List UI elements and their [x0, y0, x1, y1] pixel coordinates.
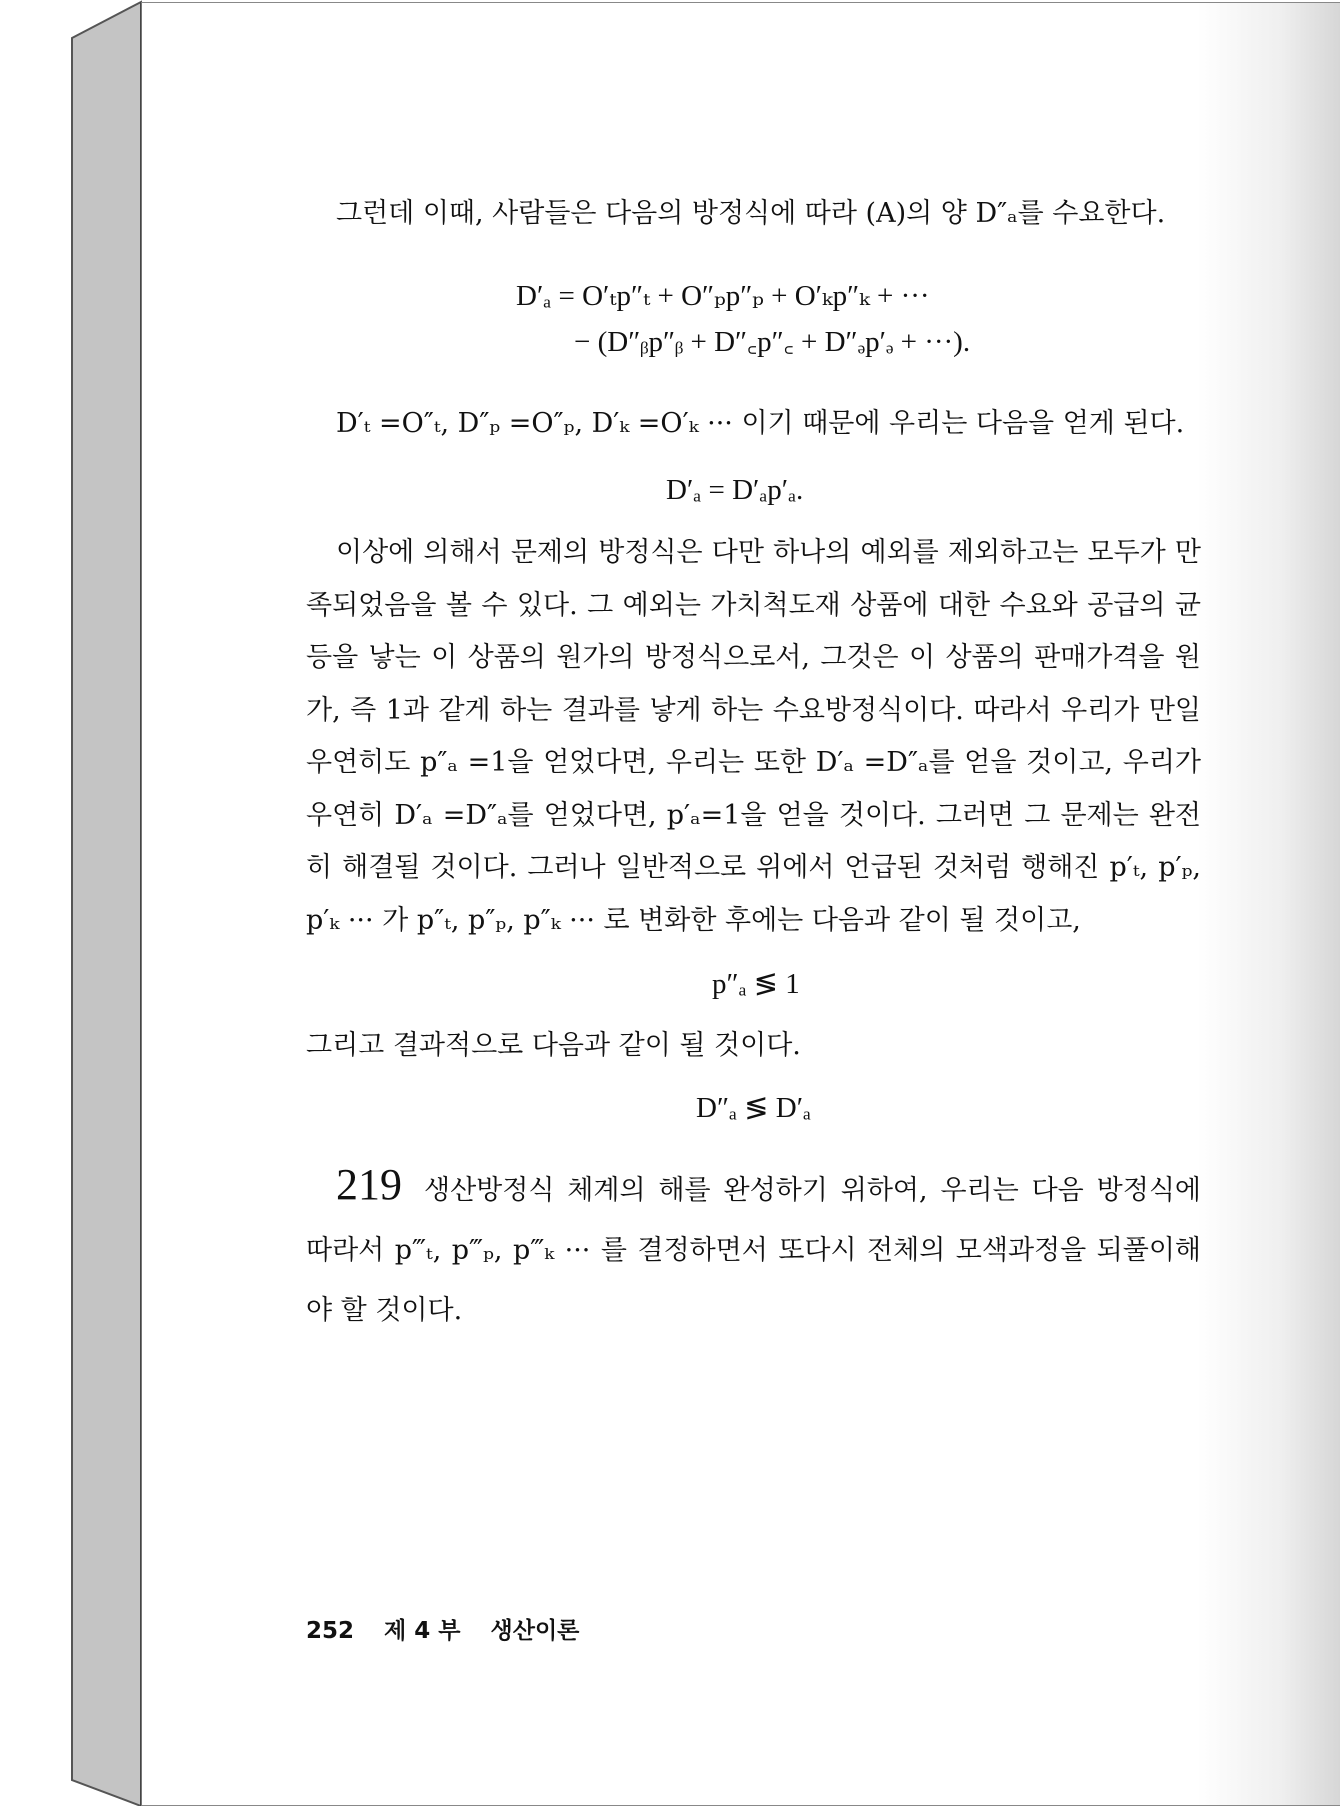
paragraph-exception: 이상에 의해서 문제의 방정식은 다만 하나의 예외를 제외하고는 모두가 만족되었음을 볼 수 있다. 그 예외는 가치척도재 상품에 대한 수요와 공급의 균등을 낳는 이 상품의 원가의 방정식으로서, 그것은 이 상품의 판매가격을 원가, 즉 1과 같게 하는 결과를 낳게 하는 수요방정식이다. 따라서 우리가 만일 우연히도 p″ₐ =1을 얻었다면, 우리는 또한 D′ₐ =D″ₐ를 얻을 것이고, 우리가 우연히 D′ₐ =D″ₐ를 얻었다면, p′ₐ=1을 얻을 것이다. 그러면 그 문제는 완전히 해결될 것이다. 그러나 일반적으로 위에서 언급된 것처럼 행해진 p′ₜ, p′ₚ, p′ₖ ··· 가 p″ₜ, p″ₚ, p″ₖ ··· 로 변화한 후에는 다음과 같이 될 것이고, [306, 537, 1201, 936]
section-219 [306, 1155, 1201, 1341]
paragraph-demand-intro: 그런데 이때, 사람들은 다음의 방정식에 따라 (A)의 양 D″ₐ를 수요한다. [336, 198, 1166, 229]
equation-price-inequality: p″ₐ ≶ 1 [712, 968, 800, 1000]
section-number: 219 [336, 1160, 402, 1209]
page-footer [306, 1612, 601, 1645]
page-content [306, 185, 1201, 1341]
paragraph-consequence: 그리고 결과적으로 다음과 같이 될 것이다. [306, 1030, 801, 1061]
equation-line-1: D′ₐ = O′ₜp″ₜ + O″ₚp″ₚ + O′ₖp″ₖ + ··· [516, 280, 930, 312]
page-number: 252 [306, 1618, 355, 1644]
equation-result: D′ₐ = D′ₐp′ₐ. [666, 474, 804, 506]
equation-line-2: − (D″ᵦp″ᵦ + D″꜀p″꜀ + D″ₔp′ₔ + ···). [574, 326, 971, 358]
equation-demand [306, 273, 1201, 365]
footer-title: 생산이론 [490, 1618, 580, 1644]
paragraph-equalities: D′ₜ =O″ₜ, D″ₚ =O″ₚ, D′ₖ =O′ₖ ··· 이기 때문에 우리는 다음을 얻게 된다. [336, 408, 1185, 439]
section-text: 생산방정식 체계의 해를 완성하기 위하여, 우리는 다음 방정식에 따라서 p‴ₜ, p‴ₚ, p‴ₖ ··· 를 결정하면서 또다시 전체의 모색과정을 되풀이해야 할 것이다. [306, 1175, 1201, 1326]
equation-demand-inequality: D″ₐ ≶ D′ₐ [696, 1092, 811, 1124]
footer-part: 제 4 부 [384, 1618, 461, 1644]
